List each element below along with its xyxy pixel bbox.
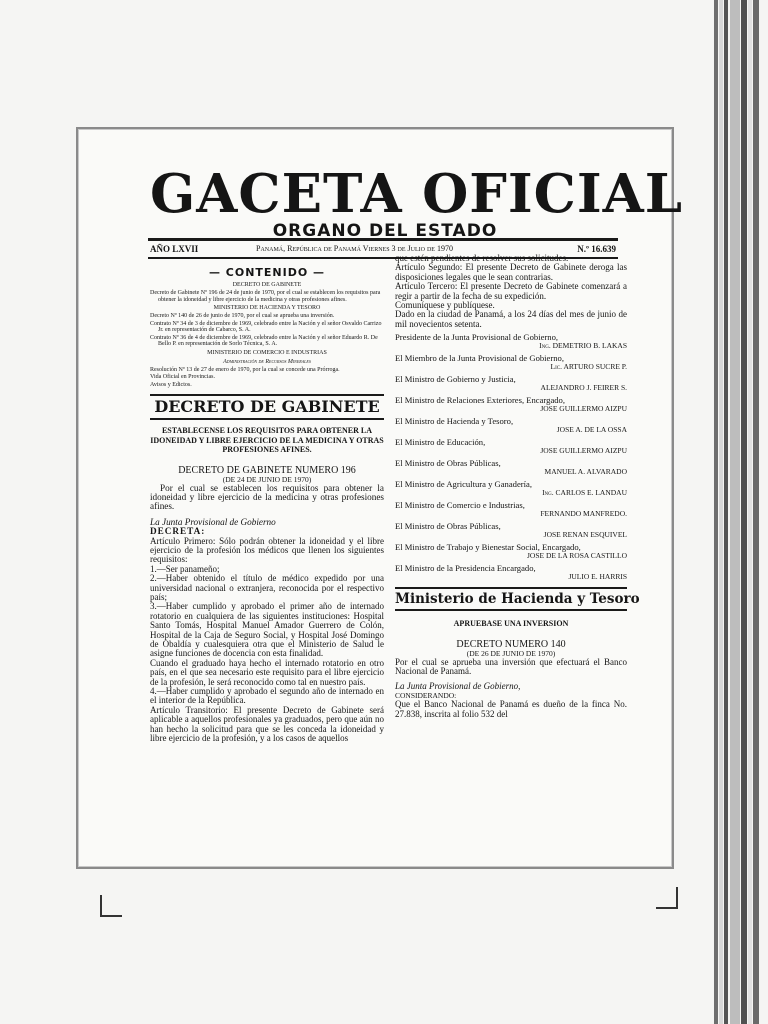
decree-headline: APRUEBASE UNA INVERSION	[453, 619, 569, 629]
issue-number: N.º 16.639	[577, 244, 616, 254]
crop-mark	[100, 915, 122, 917]
signatory-role: El Ministro de Relaciones Exteriores, Encargado,	[395, 395, 565, 406]
scan-edge-strip	[719, 0, 723, 1024]
considerando-heading: CONSIDERANDO:	[395, 690, 457, 700]
signatory-role: Presidente de la Junta Provisional de Gobierno,	[395, 332, 559, 343]
signatory-role: El Ministro de Educación,	[395, 437, 486, 448]
article-first: Artículo Primero: Sólo podrán obtener la idoneidad y el libre ejercicio de la profesión los médicos que llenen los siguientes requisitos:	[150, 535, 384, 565]
requirement-item: 3.—Haber cumplido y aprobado el primer año de internado rotatorio en cualquiera de las siguientes instituciones: Hospital Santo Tomás, Hospital Manuel Amador Guerrero de Colón, Hospital de la Caja de Seguro Social, y Hospital José Domingo de Obaldía y cualesquiera otra que el Ministerio de Salud le asigne funciones de docencia con esta finalidad.	[150, 601, 384, 659]
signatory-role: El Ministro de la Presidencia Encargado,	[395, 563, 536, 574]
signatory-role: El Ministro de Hacienda y Tesoro,	[395, 416, 514, 427]
decree-preamble: Por el cual se establecen los requisitos para obtener la idoneidad y libre ejercicio de la medicina y otras profesiones afines.	[150, 482, 384, 512]
signatory-role: El Ministro de Agricultura y Ganadería,	[395, 479, 532, 490]
scan-edge-strip	[724, 0, 728, 1024]
newspaper-title: GACETA OFICIAL	[150, 163, 684, 225]
ministry-section-title: Ministerio de Hacienda y Tesoro	[395, 587, 627, 611]
requirement-item: 4.—Haber cumplido y aprobado el segundo año de internado en el interior de la República.	[150, 686, 384, 706]
paragraph: Cuando el graduado haya hecho el internado rotatorio en otro país, en el que sea necesario este requisito para el libre ejercicio de la profesión, le será reconocido como tal en nuestro país.	[150, 657, 384, 687]
decree-number: DECRETO DE GABINETE NUMERO 196	[178, 464, 356, 476]
signatory-role: El Ministro de Gobierno y Justicia,	[395, 374, 516, 385]
contents-heading: MINISTERIO DE HACIENDA Y TESORO	[213, 305, 321, 311]
right-column	[395, 253, 640, 719]
signatory-name: JOSE A. DE LA OSSA	[556, 425, 627, 435]
closing-line: Comuníquese y publíquese.	[395, 300, 495, 311]
decree-headline: ESTABLECENSE LOS REQUISITOS PARA OBTENER LA IDONEIDAD Y LIBRE EJERCICIO DE LA MEDICINA Y OTRAS PROFESIONES AFINES.	[150, 426, 384, 454]
crop-mark	[676, 887, 678, 909]
junta-heading: La Junta Provisional de Gobierno	[150, 516, 276, 527]
article-third: Artículo Tercero: El presente Decreto de Gabinete comenzará a regir a partir de la fecha de su expedición.	[395, 281, 627, 301]
scan-edge-strip	[748, 0, 752, 1024]
signatory-name: JOSE GUILLERMO AIZPU	[540, 404, 627, 414]
contents-heading: MINISTERIO DE COMERCIO E INDUSTRIAS	[207, 349, 327, 356]
signatory-role: El Miembro de la Junta Provisional de Gobierno,	[395, 353, 564, 364]
contents-item: Vida Oficial en Provincias.	[150, 374, 215, 380]
section-title: DECRETO DE GABINETE	[150, 394, 384, 420]
contents-title: — CONTENIDO —	[208, 266, 326, 279]
masthead	[150, 163, 684, 242]
signatory-role: El Ministro de Obras Públicas,	[395, 458, 501, 469]
paragraph: Que el Banco Nacional de Panamá es dueño de la finca No. 27.838, inscrita al folio 532 del	[395, 699, 627, 719]
scan-edge-strip	[741, 0, 747, 1024]
contents-item: Decreto Nº 140 de 26 de junio de 1970, por el cual se aprueba una inversión.	[150, 313, 335, 319]
place-date: Panamá, República de Panamá Viernes 3 de Julio de 1970	[256, 244, 453, 253]
signatory-name: Ing. CARLOS E. LANDAU	[542, 488, 627, 498]
decreta-heading: DECRETA:	[150, 526, 206, 537]
scan-edge-strip	[714, 0, 718, 1024]
scan-edge-strip	[730, 0, 740, 1024]
given-line: Dado en la ciudad de Panamá, a los 24 días del mes de junio de mil novecientos setenta.	[395, 309, 627, 329]
scan-edge-strip	[753, 0, 759, 1024]
signatory-name: JOSE DE LA ROSA CASTILLO	[526, 551, 627, 561]
signatory-name: Ing. DEMETRIO B. LAKAS	[539, 341, 627, 351]
article-second: Artículo Segundo: El presente Decreto de Gabinete deroga las disposiciones legales que le sean contrarias.	[395, 262, 627, 282]
paragraph: que estén pendientes de resolver sus solicitudes.	[395, 253, 569, 263]
signatory-name: FERNANDO MANFREDO.	[540, 509, 627, 519]
signatory-name: JOSE GUILLERMO AIZPU	[540, 446, 627, 456]
requirement-item: 1.—Ser panameño;	[150, 563, 220, 574]
contents-heading: DECRETO DE GABINETE	[232, 282, 302, 288]
crop-mark	[656, 907, 678, 909]
contents-subheading: Administración de Recursos Minerales	[223, 358, 311, 365]
requirement-item: 2.—Haber obtenido el título de médico expedido por una universidad nacional o extranjera, reconocida por el respectivo país;	[150, 573, 384, 602]
year-label: AÑO LXVII	[150, 244, 199, 254]
contents-item: Contrato Nº 34 de 3 de diciembre de 1969, celebrado entre la Nación y el señor Osvaldo Carrizo Jr. en representación de Cabarco, S. A.	[150, 320, 382, 333]
signatory-name: JULIO E. HARRIS	[568, 572, 627, 582]
signatory-name: Lic. ARTURO SUCRE P.	[550, 362, 627, 372]
signatory-role: El Ministro de Obras Públicas,	[395, 521, 501, 532]
decree-number: DECRETO NUMERO 140	[456, 638, 566, 650]
signatory-name: MANUEL A. ALVARADO	[544, 467, 627, 477]
contents-item: Decreto de Gabinete Nº 196 de 24 de junio de 1970, por el cual se establecen los requisitos para obtener la idoneidad y libre ejercicio de la medicina y otras profesiones afines.	[150, 290, 381, 303]
signatory-name: JOSE RENAN ESQUIVEL	[543, 530, 627, 540]
article-transitory: Artículo Transitorio: El presente Decreto de Gabinete será aplicable a aquellos profesionales ya graduados, pero que aún no han hecho la solicitud para que se les conceda la idoneidad y libre ejercicio de la profesión, y a los casos de aquellos	[150, 704, 384, 744]
signatory-role: El Ministro de Comercio e Industrias,	[395, 500, 525, 511]
decree-date: (DE 26 DE JUNIO DE 1970)	[466, 648, 556, 658]
signatory-role: El Ministro de Trabajo y Bienestar Social, Encargado,	[395, 542, 581, 553]
left-column	[150, 262, 384, 743]
contents-item: Avisos y Edictos.	[150, 381, 192, 388]
crop-mark	[100, 895, 102, 917]
contents-item: Contrato Nº 36 de 4 de diciembre de 1969, celebrado entre la Nación y el señor Eduardo R. De Bello P. en representación de Sorlo Técnica, S. A.	[150, 334, 378, 347]
decree-preamble: Por el cual se aprueba una inversión que efectuará el Banco Nacional de Panamá.	[395, 656, 627, 677]
contents-item: Resolución Nº 13 de 27 de enero de 1970, por la cual se concede una Prórroga.	[150, 366, 340, 373]
newspaper-subtitle: ORGANO DEL ESTADO	[272, 221, 498, 241]
decree-date: (DE 24 DE JUNIO DE 1970)	[222, 474, 312, 484]
junta-heading: La Junta Provisional de Gobierno,	[395, 680, 521, 691]
signatory-name: ALEJANDRO J. FEIRER S.	[540, 383, 627, 393]
